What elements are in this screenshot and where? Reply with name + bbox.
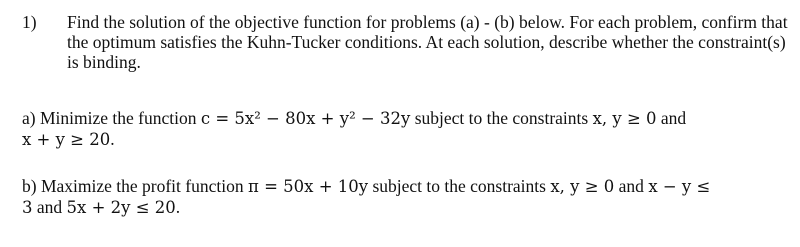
part-b (22, 176, 782, 218)
part-b-conj: and (614, 176, 649, 196)
problem-header (22, 12, 792, 72)
part-b-constraint-budget: 5x + 2y ≤ 20 (66, 198, 176, 217)
part-b-constraint-diff: x − y ≤ (648, 177, 711, 196)
problem-intro: Find the solution of the objective function for problems (a) - (b) below. For each problem, confirm that the optimum satisfies the Kuhn-Tucker conditions. At each solution, describe whether the constraint(s) is binding. (67, 12, 788, 72)
problem-number: 1) (22, 12, 37, 32)
part-b-mid: subject to the constraints (368, 176, 551, 196)
problem-statement (22, 12, 792, 72)
part-a-conj: and (656, 108, 687, 128)
part-b-constraint-nonneg: x, y ≥ 0 (550, 177, 615, 196)
part-b-constraint-diff-bound: 3 (22, 198, 33, 217)
part-b-objective: π = 50x + 10y (247, 177, 369, 196)
part-a (22, 108, 782, 150)
part-b-end: . (175, 197, 181, 217)
part-a-end: . (110, 129, 115, 149)
part-a-objective: c = 5x² − 80x + y² − 32y (200, 109, 411, 128)
part-b-lead: b) Maximize the profit function (22, 176, 248, 196)
part-a-mid: subject to the constraints (410, 108, 593, 128)
part-a-lead: a) Minimize the function (22, 108, 201, 128)
part-b-conj2: and (32, 197, 67, 217)
part-a-constraint-sum: x + y ≥ 20 (22, 130, 111, 149)
part-a-constraint-nonneg: x, y ≥ 0 (592, 109, 657, 128)
